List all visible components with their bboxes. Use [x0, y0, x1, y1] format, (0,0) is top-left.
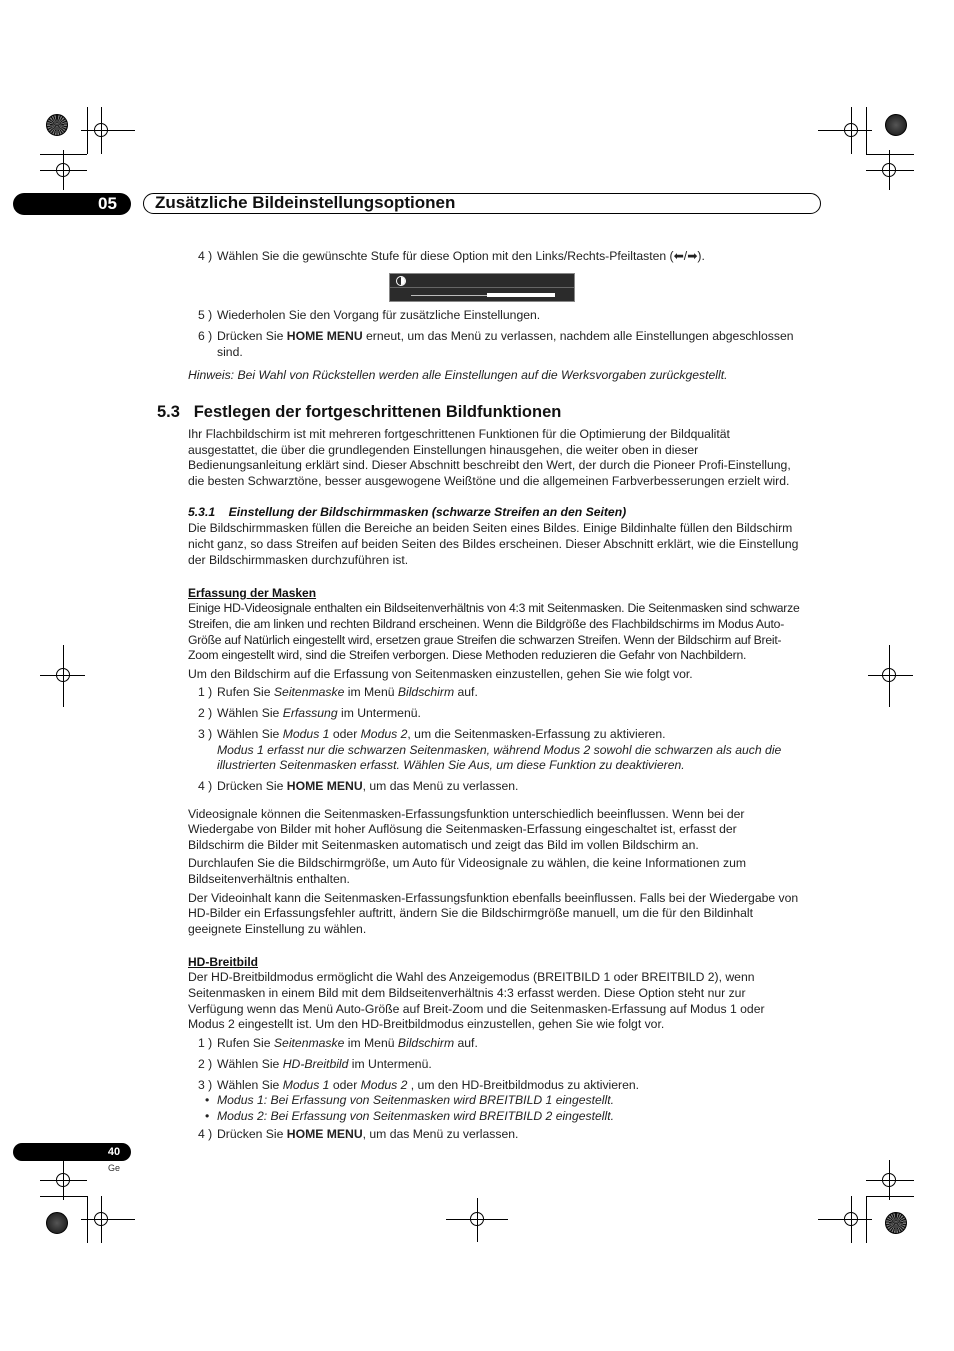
- osd-divider: [390, 287, 574, 288]
- erfassung-lead: Um den Bildschirm auf die Erfassung von Seitenmasken einzustellen, gehen Sie wie folgt vor.: [188, 667, 693, 681]
- step-number: 2 ): [198, 1057, 213, 1071]
- step-text: Wählen Sie Erfassung im Untermenü.: [217, 706, 421, 720]
- step-text: Wählen Sie Modus 1 oder Modus 2, um die Seitenmasken-Erfassung zu aktivieren.: [217, 727, 666, 741]
- step-number: 4 ): [198, 779, 213, 793]
- step-number: 6 ): [198, 329, 213, 343]
- section-intro-line: Ihr Flachbildschirm ist mit mehreren fortgeschrittenen Funktionen für die Optimierung der Bildqualität: [188, 427, 730, 441]
- crosshair-icon: [882, 1173, 896, 1187]
- erfassung-line: Streifen, die am linken und rechten Bildrand erscheinen. Wenn die Bildgröße des Flachbildschirms im Modus Auto-: [188, 617, 785, 631]
- subsection-intro-line: der Bildschirmmasken durchzuführen ist.: [188, 553, 409, 567]
- content-para-line: HD-Bilder ein Erfassungsfehler auftritt, ändern Sie die Bildschirmgröße manuell, um die für den Bildinhalt: [188, 906, 753, 920]
- section-intro-line: ausgestattet, die über die grundlegenden Einstellungen hinausgehen, die weiter oben in dieser: [188, 443, 699, 457]
- registration-disc-icon: [885, 114, 907, 136]
- subsection-heading: 5.3.1 Einstellung der Bildschirmmasken (schwarze Streifen an den Seiten): [188, 505, 627, 519]
- hd-line: Der HD-Breitbildmodus ermöglicht die Wahl des Anzeigemodus (BREITBILD 1 oder BREITBILD 2), wenn: [188, 970, 755, 984]
- video-para-line: Bildschirm die Bilder mit Seitenmasken automatisch und zeigt das Bild im vollen Bildschirm an.: [188, 838, 699, 852]
- step-number: 3 ): [198, 1078, 213, 1092]
- erfassung-line: Einige HD-Videosignale enthalten ein Bildseitenverhältnis von 4:3 mit Seitenmasken. Die Seitenmasken sind schwarze: [188, 601, 800, 615]
- step-number: 4 ): [198, 1127, 213, 1141]
- video-para-line: Videosignale können die Seitenmasken-Erfassungsfunktion unterschiedlich beeinflussen. Wenn bei der: [188, 807, 745, 821]
- content-para-line: Der Videoinhalt kann die Seitenmasken-Erfassungsfunktion ebenfalls beeinflussen. Falls bei der Wiedergabe von: [188, 891, 799, 905]
- erfassung-line: Größe auf Natürlich eingestellt wird, ersetzen graue Streifen die schwarzen Streifen. Wenn der Bildschirm auf Breit-: [188, 633, 782, 647]
- step-text: Wählen Sie Modus 1 oder Modus 2 , um den HD-Breitbildmodus zu aktivieren.: [217, 1078, 640, 1092]
- step-number: 5 ): [198, 308, 213, 322]
- step-text: Rufen Sie Seitenmaske im Menü Bildschirm auf.: [217, 1036, 478, 1050]
- contrast-icon: [396, 276, 406, 286]
- step-number: 3 ): [198, 727, 213, 741]
- subsection-intro-line: nicht ganz, so dass Streifen auf beiden Seiten des Bildes erscheinen. Dieser Abschnitt erklärt, wie die Einstellung: [188, 537, 799, 551]
- crosshair-icon: [56, 163, 70, 177]
- step-number: 1 ): [198, 685, 213, 699]
- bullet-text: Modus 2: Bei Erfassung von Seitenmasken wird BREITBILD 2 eingestellt.: [217, 1109, 614, 1123]
- crosshair-icon: [94, 123, 108, 137]
- hd-line: Seitenmasken in einem Bild mit dem Bildseitenverhältnis 4:3 erfasst werden. Diese Option steht nur zur: [188, 986, 746, 1000]
- step-text: Drücken Sie HOME MENU, um das Menü zu verlassen.: [217, 1127, 519, 1141]
- step-text: Wählen Sie die gewünschte Stufe für diese Option mit den Links/Rechts-Pfeiltasten (⬅/➡).: [217, 249, 705, 263]
- osd-slider-fill: [487, 293, 555, 297]
- step-number: 4 ): [198, 249, 213, 263]
- erfassung-line: Zoom eingestellt wird, sind die Streifen verborgen. Diese Methoden reduzieren die Gefahr von Nachbildern.: [188, 648, 747, 662]
- crosshair-icon: [882, 668, 896, 682]
- step-text: Rufen Sie Seitenmaske im Menü Bildschirm auf.: [217, 685, 478, 699]
- crosshair-icon: [56, 1173, 70, 1187]
- crosshair-icon: [844, 123, 858, 137]
- hd-line: Verfügung wenn das Menü Auto-Größe auf Breit-Zoom und die Seitenmasken-Erfassung auf Modus 1 oder: [188, 1002, 765, 1016]
- step-number: 1 ): [198, 1036, 213, 1050]
- page-number: 40: [107, 1146, 121, 1158]
- auto-para-line: Durchlaufen Sie die Bildschirmgröße, um Auto für Videosignale zu wählen, die keine Informationen zum: [188, 856, 746, 870]
- crosshair-icon: [94, 1212, 108, 1226]
- key-label: HOME MENU: [286, 1127, 363, 1141]
- chapter-number: 05: [98, 194, 117, 213]
- video-para-line: Wiedergabe von Bilder mit hoher Auflösung die Seitenmasken-Erfassung eingeschaltet ist, erfasst der: [188, 822, 737, 836]
- step-number: 2 ): [198, 706, 213, 720]
- step-text-continued: sind.: [217, 345, 243, 359]
- subsection-intro-line: Die Bildschirmmasken füllen die Bereiche an beiden Seiten eines Bildes. Einige Bildinhalte füllen den Bildschirm: [188, 521, 793, 535]
- step-text: Wiederholen Sie den Vorgang für zusätzliche Einstellungen.: [217, 308, 541, 322]
- auto-para-line: Bildseitenverhältnis enthalten.: [188, 872, 350, 886]
- bullet-text: Modus 1: Bei Erfassung von Seitenmasken wird BREITBILD 1 eingestellt.: [217, 1093, 614, 1107]
- hint-note: Hinweis: Bei Wahl von Rückstellen werden alle Einstellungen auf die Werksvorgaben zurückgestellt.: [188, 368, 728, 382]
- section-intro-line: Bedienungsanleitung erklärt sind. Dieser Abschnitt beschreibt den Wert, der durch die Pioneer Profi-Einstellung,: [188, 458, 791, 472]
- crosshair-icon: [882, 163, 896, 177]
- content-para-line: geeignete Einstellung zu wählen.: [188, 922, 367, 936]
- section-heading: 5.3 Festlegen der fortgeschrittenen Bildfunktionen: [157, 403, 562, 421]
- hd-heading: HD-Breitbild: [188, 955, 258, 969]
- hd-line: Modus 2 eingestellt ist. Um den HD-Breitbildmodus einzustellen, gehen Sie wie folgt vor.: [188, 1017, 665, 1031]
- registration-sunburst-icon: [885, 1212, 907, 1234]
- step-text: Drücken Sie HOME MENU, um das Menü zu verlassen.: [217, 779, 519, 793]
- key-label: HOME MENU: [286, 779, 363, 793]
- step-text: Drücken Sie HOME MENU erneut, um das Menü zu verlassen, nachdem alle Einstellungen abgeschlossen: [217, 329, 794, 343]
- section-intro-line: die besten Schwarztöne, besser ausgewogene Weißtöne und die allgemeinen Farbverbesserungen erzielt wird.: [188, 474, 790, 488]
- bullet-icon: •: [205, 1109, 210, 1123]
- registration-disc-icon: [46, 1212, 68, 1234]
- step-note: illustrierten Seitenmasken erfasst. Wählen Sie Aus, um diese Funktion zu deaktivieren.: [217, 758, 685, 772]
- bullet-icon: •: [205, 1093, 210, 1107]
- crosshair-icon: [470, 1212, 484, 1226]
- step-note: Modus 1 erfasst nur die schwarzen Seitenmasken, während Modus 2 sowohl die schwarzen als auch die: [217, 743, 782, 757]
- page-language: Ge: [107, 1163, 120, 1173]
- registration-sunburst-icon: [46, 114, 68, 136]
- erfassung-heading: Erfassung der Masken: [188, 586, 317, 600]
- crosshair-icon: [56, 668, 70, 682]
- crosshair-icon: [844, 1212, 858, 1226]
- key-label: HOME MENU: [286, 329, 363, 343]
- chapter-title: Zusätzliche Bildeinstellungsoptionen: [155, 193, 456, 212]
- step-text: Wählen Sie HD-Breitbild im Untermenü.: [217, 1057, 432, 1071]
